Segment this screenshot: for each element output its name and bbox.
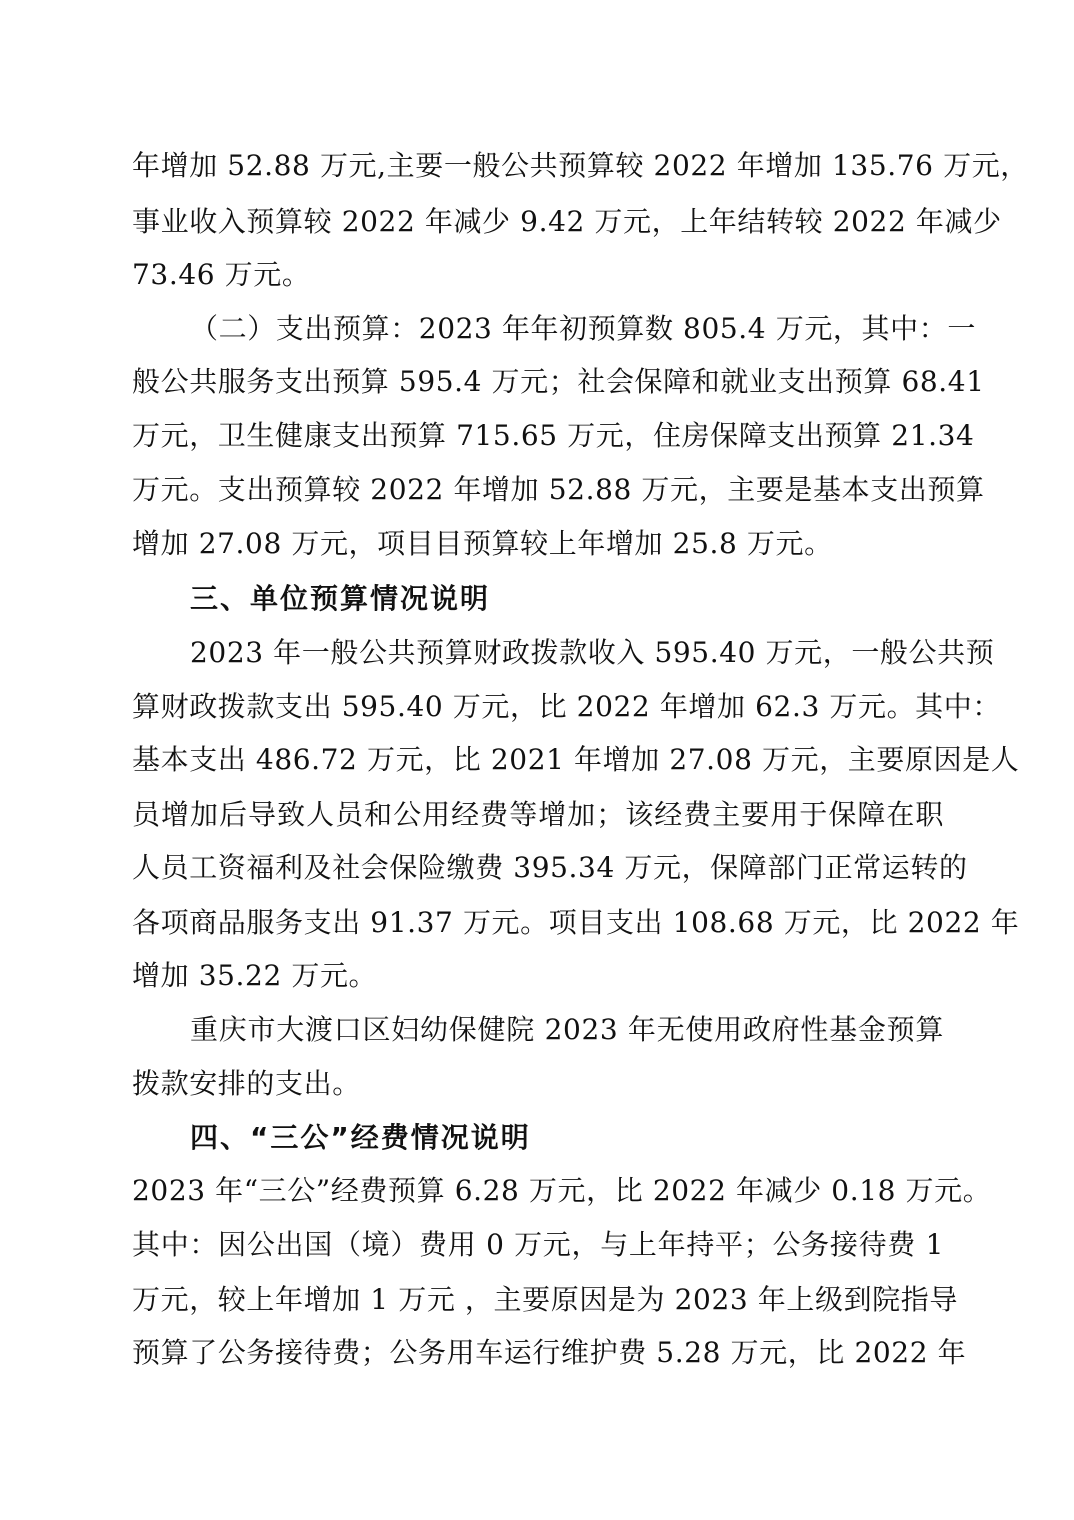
text-line: 2023 年一般公共预算财政拨款收入 595.40 万元，一般公共预: [190, 636, 995, 669]
text-line: 73.46 万元。: [132, 258, 311, 291]
text-line: 增加 35.22 万元。: [132, 959, 378, 992]
text-line: （二）支出预算：2023 年年初预算数 805.4 万元，其中：一: [190, 312, 976, 345]
text-line: 各项商品服务支出 91.37 万元。项目支出 108.68 万元，比 2022 年: [132, 906, 1020, 939]
text-line: 2023 年“三公”经费预算 6.28 万元，比 2022 年减少 0.18 万元。: [132, 1174, 992, 1207]
text-line: 万元，较上年增加 1 万元 ，主要原因是为 2023 年上级到院指导: [132, 1283, 958, 1316]
text-line: 基本支出 486.72 万元，比 2021 年增加 27.08 万元，主要原因是人: [132, 743, 1020, 776]
text-line: 般公共服务支出预算 595.4 万元；社会保障和就业支出预算 68.41: [132, 365, 985, 398]
section-heading: 四、“三公”经费情况说明: [190, 1121, 531, 1154]
text-line: 算财政拨款支出 595.40 万元，比 2022 年增加 62.3 万元。其中：: [132, 690, 1001, 723]
text-line: 万元，卫生健康支出预算 715.65 万元，住房保障支出预算 21.34: [132, 419, 975, 452]
text-line: 万元。支出预算较 2022 年增加 52.88 万元，主要是基本支出预算: [132, 473, 985, 506]
text-line: 年增加 52.88 万元,主要一般公共预算较 2022 年增加 135.76 万元，: [132, 149, 1029, 182]
text-line: 重庆市大渡口区妇幼保健院 2023 年无使用政府性基金预算: [190, 1013, 944, 1046]
text-line: 人员工资福利及社会保险缴费 395.34 万元，保障部门正常运转的: [132, 851, 968, 884]
text-line: 员增加后导致人员和公用经费等增加；该经费主要用于保障在职: [132, 798, 944, 831]
text-line: 增加 27.08 万元，项目目预算较上年增加 25.8 万元。: [132, 527, 833, 560]
section-heading: 三、单位预算情况说明: [190, 582, 491, 615]
text-line: 预算了公务接待费；公务用车运行维护费 5.28 万元，比 2022 年: [132, 1336, 967, 1369]
text-line: 拨款安排的支出。: [132, 1067, 361, 1100]
text-line: 事业收入预算较 2022 年减少 9.42 万元，上年结转较 2022 年减少: [132, 205, 1002, 238]
text-line: 其中：因公出国（境）费用 0 万元，与上年持平；公务接待费 1: [132, 1228, 944, 1261]
